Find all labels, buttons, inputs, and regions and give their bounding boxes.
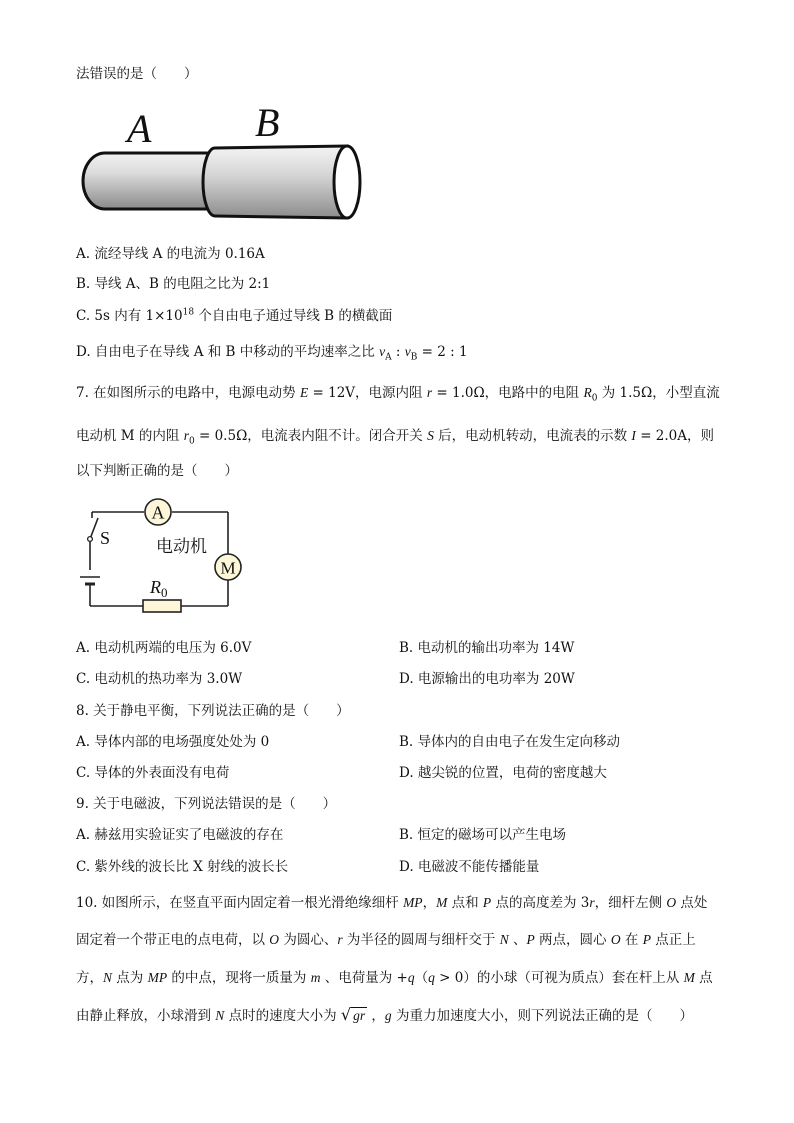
q6-option-a: A. 流经导线 A 的电流为 0.16A [76,246,265,262]
q8-stem: 8. 关于静电平衡，下列说法正确的是（ ） [76,703,350,719]
ammeter-label: A [151,502,165,523]
q7-option-b: B. 电动机的输出功率为 14W [399,640,575,656]
q6-option-d: D. 自由电子在导线 A 和 B 中移动的平均速率之比 $v_A$ : $v_B = 2$ : 1 [76,344,468,363]
wire-b-end [334,146,360,218]
q7-stem-line3: 以下判断正确的是（ ） [76,463,238,479]
q8-option-b: B. 导体内的自由电子在发生定向移动 [399,734,621,750]
sqrt-radicand: gr [353,1008,366,1023]
q10-stem-line3: 方，N 点为 MP 的中点，现将一质量为 m 、电荷量为 +q（q > 0）的小球（可视为质点）套在杆上从 M 点 [76,970,713,986]
resistor-label: $R_0$ [150,577,168,600]
q9-option-b: B. 恒定的磁场可以产生电场 [399,827,567,843]
wire-b-body [203,146,347,218]
q6-option-c: C. 5s 内有 $1\times 10^{18}$ 个自由电子通过导线 B 的横截面 [76,307,393,324]
q9-option-d: D. 电磁波不能传播能量 [399,859,540,875]
circuit-diagram [70,492,250,620]
switch-label: S [100,528,111,548]
switch-blade [90,518,98,539]
q8-option-d: D. 越尖锐的位置，电荷的密度越大 [399,765,607,781]
switch-contact [88,537,93,542]
q9-stem: 9. 关于电磁波，下列说法错误的是（ ） [76,796,337,812]
q7-option-c: C. 电动机的热功率为 3.0W [76,671,243,687]
motor-label: M [220,558,236,578]
q10-stem-line2: 固定着一个带正电的点电荷，以 O 为圆心、r 为半径的圆周与细杆交于 N 、P 两点，圆心 O 在 P 点正上 [76,932,696,948]
label-b: B [255,100,280,145]
q10-stem-line1: 10. 如图所示，在竖直平面内固定着一根光滑绝缘细杆 MP，M 点和 P 点的高度差为 3r，细杆左侧 O 点处 [76,895,708,911]
q9-option-a: A. 赫兹用实验证实了电磁波的存在 [76,827,284,843]
q6-option-b: B. 导线 A、B 的电阻之比为 2:1 [76,276,271,292]
wire-a-body [83,153,215,209]
label-a: A [127,106,152,151]
conductor-figure [75,96,375,226]
q7-stem-line2: 电动机 M 的内阻 $r_0 = 0.5\Omega$，电流表内阻不计。闭合开关 S 后，电动机转动，电流表的示数 I = 2.0A，则 [76,428,715,447]
q9-option-c: C. 紫外线的波长比 X 射线的波长长 [76,859,289,875]
sqrt-sign: √ [340,1005,352,1024]
q8-option-a: A. 导体内部的电场强度处处为 0 [76,734,270,750]
resistor-symbol [143,600,181,612]
motor-text: 电动机 [156,537,207,557]
q7-stem-line1: 7. 在如图所示的电路中，电源电动势 E = 12V，电源内阻 r = 1.0Ω，电路中的电阻 $R_0$ 为 1.5Ω，小型直流 [76,385,720,404]
q8-option-c: C. 导体的外表面没有电荷 [76,765,230,781]
q7-option-d: D. 电源输出的电功率为 20W [399,671,575,687]
question-stem-continuation: 法错误的是（ ） [76,66,198,82]
q7-option-a: A. 电动机两端的电压为 6.0V [76,640,252,656]
q10-stem-line4: 由静止释放，小球滑到 N 点时的速度大小为 √ gr ，g 为重力加速度大小，则下列说法正确的是（ ） [76,1005,693,1024]
